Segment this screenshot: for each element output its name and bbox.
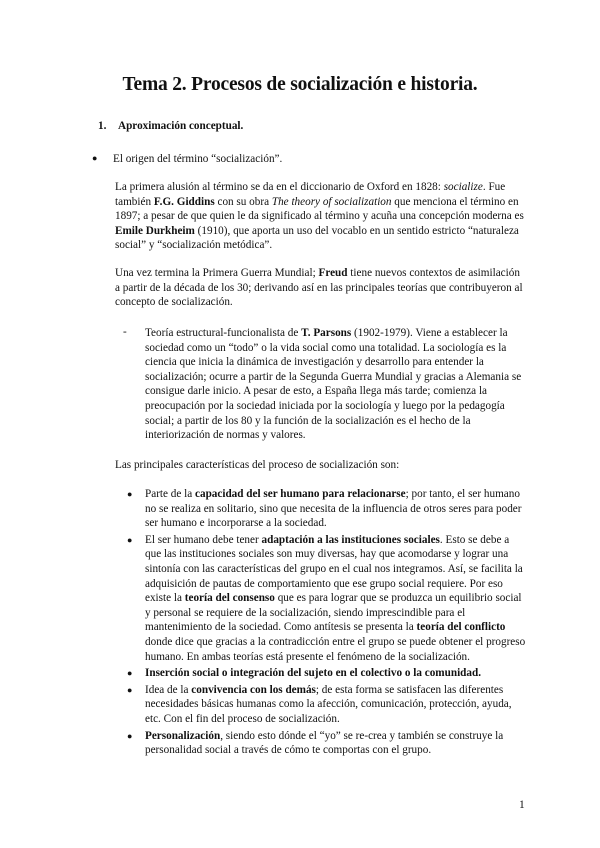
list-item: ● El ser humano debe tener adaptación a las instituciones sociales. Esto se debe a que las instituciones sociales son muy diversas, hay que acomodarse y lograr una sintonía con las características del grupo en el cual nos integramos. Así, se facilita la adquisición de pautas de comportamiento que ese grupo social requiere. Por eso existe la teoría del consenso que es para lograr que se produzca un equilibrio social y personal se requiere de la socialización, siendo imprescindible para el mantenimiento de la sociedad. Como antítesis se presenta la teoría del conflicto donde dice que gracias a la contradicción entre el grupo se puede obtener el progreso humano. En ambas teorías está presente el fenómeno de la socialización.	[127, 533, 526, 663]
paragraph-freud: Una vez termina la Primera Guerra Mundial; Freud tiene nuevos contextos de asimilación a partir de la década de los 30; derivando así en las principales teorías que contribuyeron al concepto de socialización.	[115, 267, 523, 309]
bullet-marker: ●	[127, 684, 133, 695]
dash-marker: -	[123, 326, 127, 338]
bullet-marker: ●	[92, 153, 98, 163]
bullet-marker: ●	[127, 534, 133, 545]
origin-bullet-text: El origen del término “socialización”.	[113, 153, 283, 165]
section-heading	[98, 120, 243, 132]
paragraph-characteristics-intro: Las principales características del proceso de socialización son:	[115, 459, 400, 471]
list-item: ● Parte de la capacidad del ser humano para relacionarse; por tanto, el ser humano no se realiza en solitario, sino que necesita de la influencia de otros seres para poder ser humano e incorporarse a la sociedad.	[127, 488, 522, 530]
list-item: ● Idea de la convivencia con los demás; de esta forma se satisfacen las diferentes necesidades básicas humanas como la afección, comunicación, protección, ayuda, etc. Con el fin del proceso de socialización.	[127, 683, 512, 725]
section-label: Aproximación conceptual.	[118, 120, 244, 132]
bullet-marker: ●	[127, 730, 133, 741]
list-item: ● Inserción social o integración del sujeto en el colectivo o la comunidad.	[127, 667, 482, 680]
paragraph-origin: La primera alusión al término se da en el diccionario de Oxford en 1828: socialize. Fue también F.G. Giddins con su obra The theory of socialization que menciona el término en 1897; a pesar de que quien le da significado al término y acuña una concepción moderna es Emile Durkheim (1910), que aporta un uso del vocablo en un sentido estricto “naturaleza social” y “socialización metódica”.	[115, 181, 524, 252]
page-title: Tema 2. Procesos de socialización e historia.	[122, 74, 478, 95]
bullet-marker: ●	[127, 668, 133, 679]
origin-bullet	[92, 151, 282, 167]
bullet-marker: ●	[127, 489, 133, 499]
characteristics-list	[127, 487, 527, 760]
section-number: 1.	[98, 120, 107, 132]
list-item: ● Personalización, siendo esto dónde el “yo” se re-crea y también se construye la personalidad social a través de cómo te comportas con el grupo.	[127, 729, 504, 757]
page-number: 1	[519, 799, 525, 811]
paragraph-parsons: Teoría estructural-funcionalista de T. Parsons (1902-1979). Viene a establecer la sociedad como un “todo” o la vida social como una totalidad. La sociología es la ciencia que inicia la dinámica de investigación y desarrollo para entender la socialización; ocurre a partir de la Segunda Guerra Mundial y gracias a Alemania se consigue darle inicio. A pesar de esto, a España llega más tarde; comienza la preocupación por la sociedad iniciada por la sociología y luego por la pedagogía social; a partir de los 80 y la función de la socialización es el hecho de la interiorización de normas y valores.	[145, 327, 522, 442]
